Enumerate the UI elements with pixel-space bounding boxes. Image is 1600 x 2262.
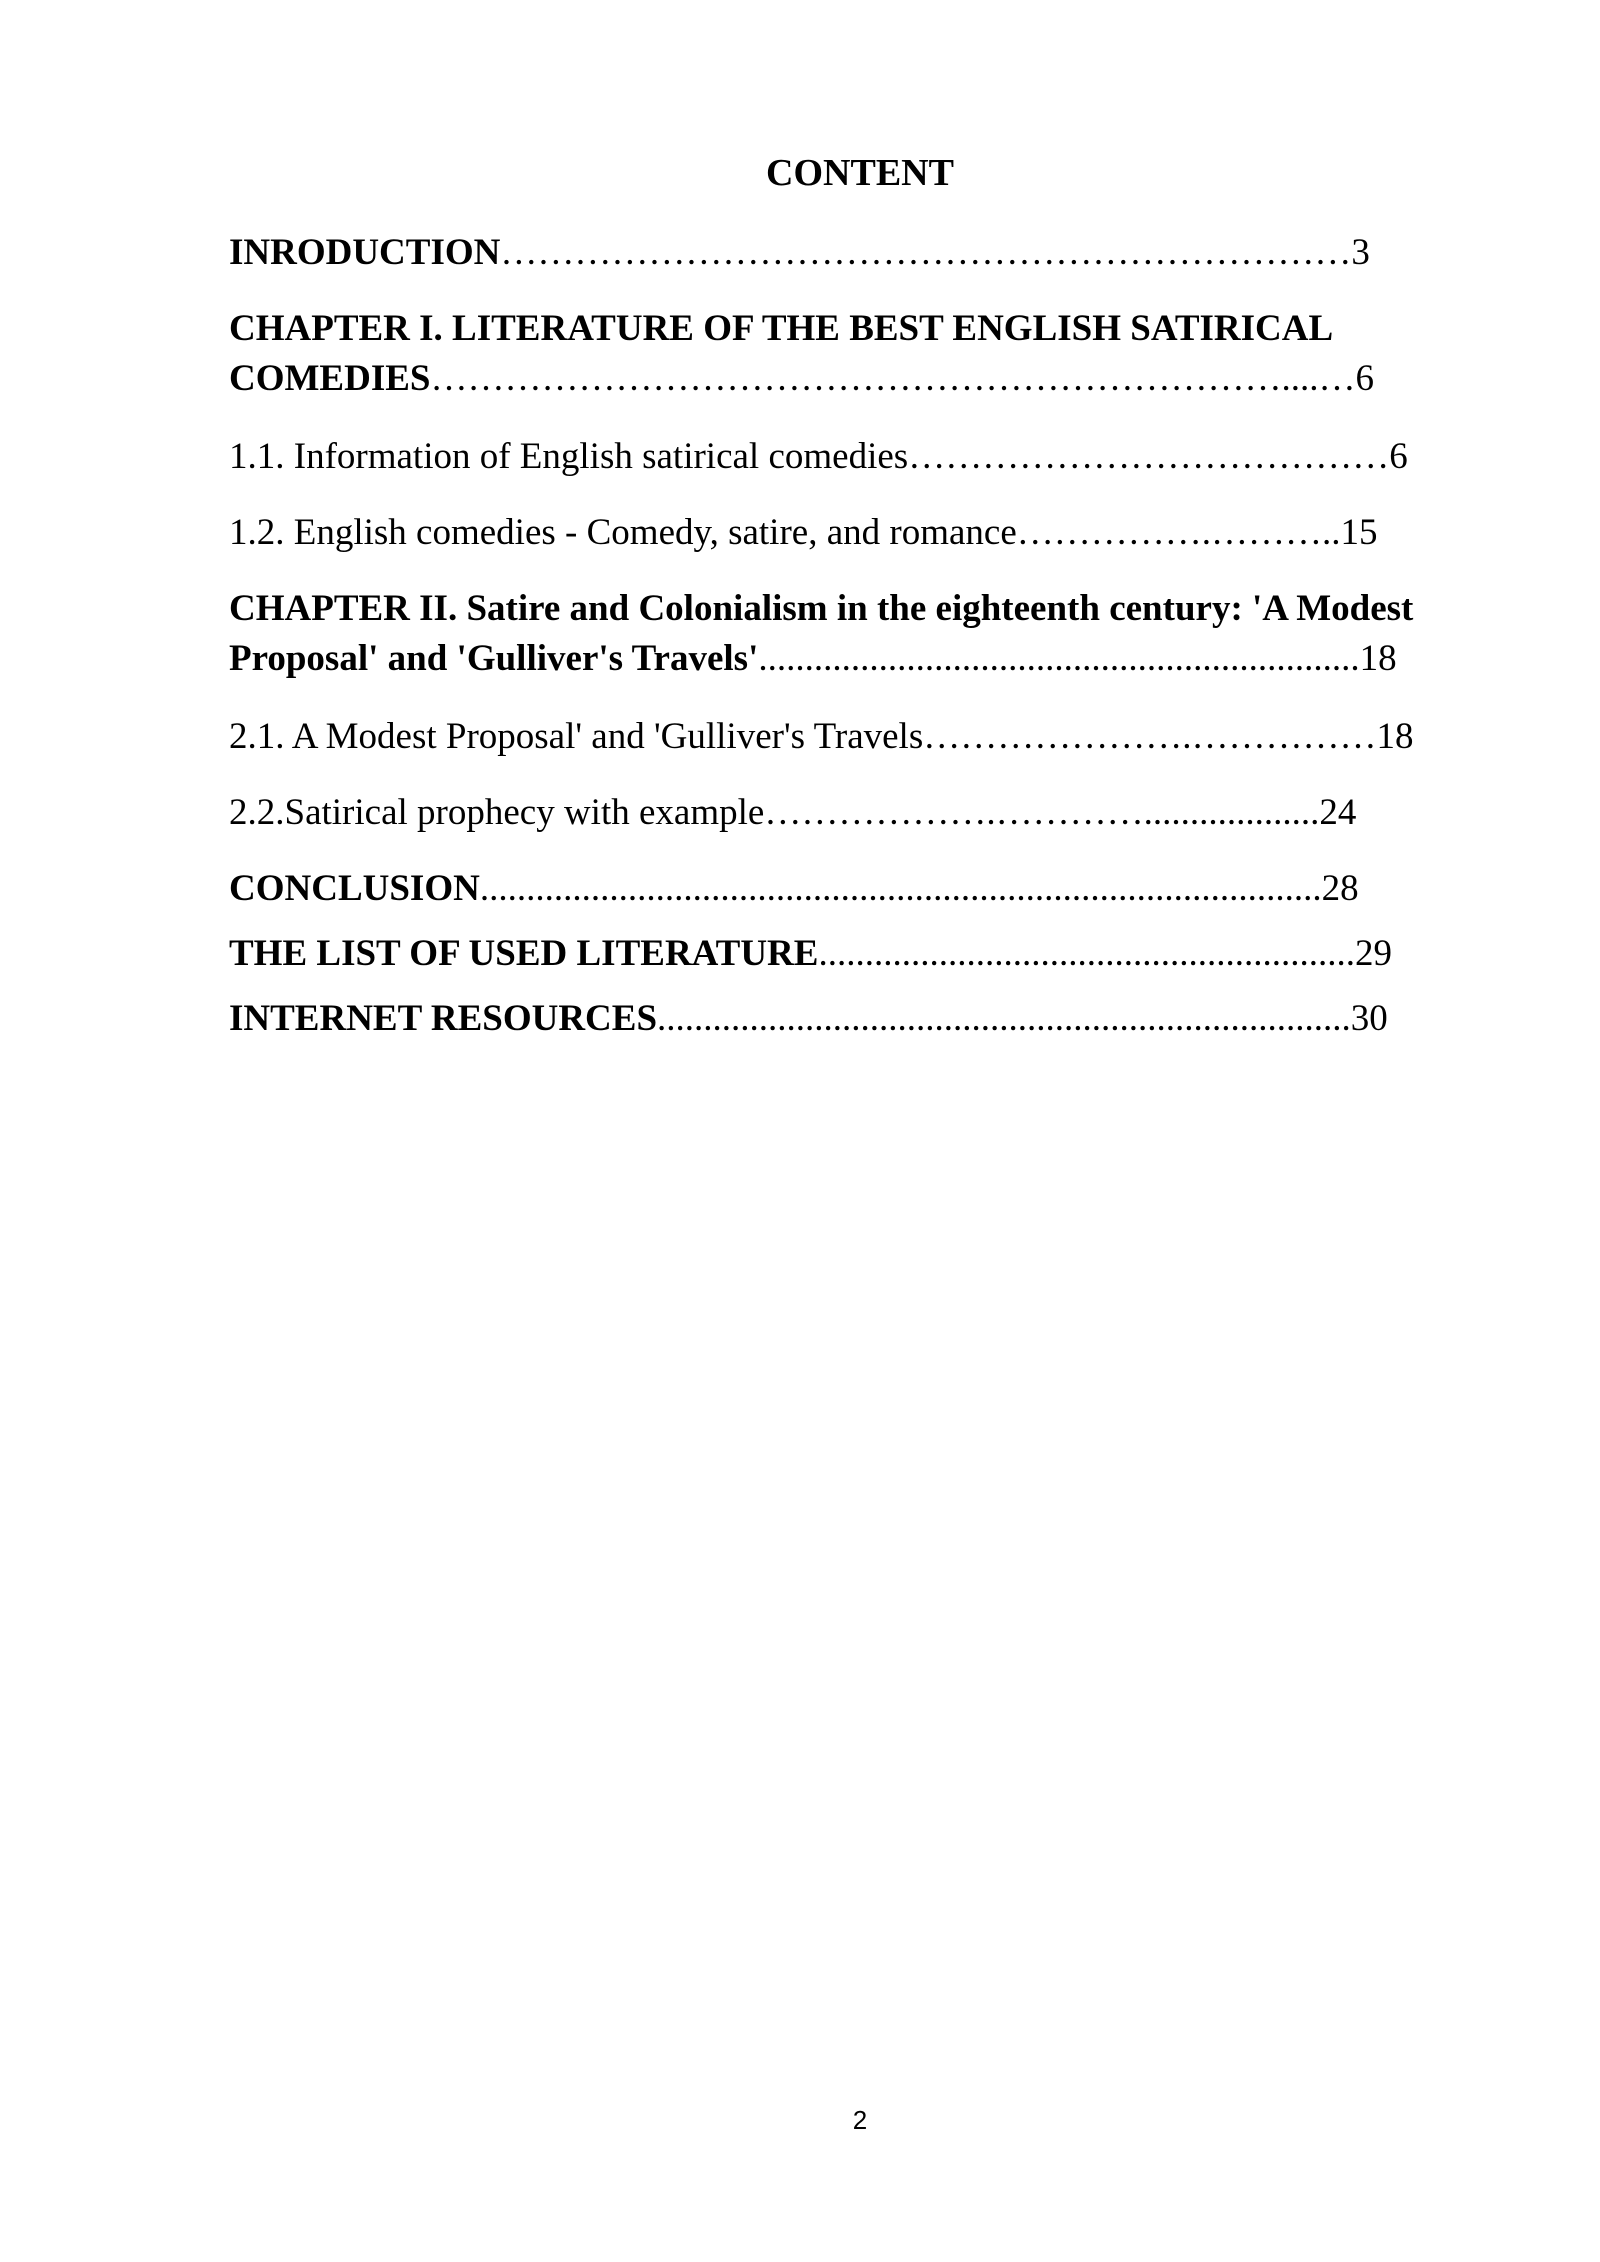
toc-entry-title-line2: COMEDIES <box>229 358 431 399</box>
toc-page-number: 18 <box>1359 638 1397 679</box>
toc-entry-title: 1.1. Information of English satirical comedies <box>229 436 909 477</box>
toc-entry-1-2 <box>229 508 1378 558</box>
toc-leader: ……………….…………................... <box>764 792 1320 833</box>
toc-entry-title: 1.2. English comedies - Comedy, satire, and romance <box>229 512 1017 553</box>
toc-page-number: 29 <box>1354 933 1392 974</box>
toc-entry-internet-resources <box>229 994 1388 1044</box>
toc-page-number: 3 <box>1351 232 1370 273</box>
toc-leader: ………………………………… <box>908 436 1390 477</box>
toc-leader: ……………………………………………………………....… <box>430 358 1356 399</box>
page-title: CONTENT <box>766 152 954 194</box>
toc-entry-title-line1: CHAPTER II. Satire and Colonialism in the eighteenth century: 'A Modest <box>229 588 1414 629</box>
toc-entry-title: 2.2.Satirical prophecy with example <box>229 792 765 833</box>
toc-entry-2-2 <box>229 788 1356 838</box>
toc-entry-1-1 <box>229 432 1408 482</box>
toc-leader: …………………………………………………………… <box>500 232 1352 273</box>
toc-entry-title: CONCLUSION <box>229 868 480 909</box>
toc-page-number: 6 <box>1355 358 1374 399</box>
toc-entry-title: THE LIST OF USED LITERATURE <box>229 933 819 974</box>
toc-entry-introduction <box>229 228 1370 278</box>
toc-page-number: 15 <box>1340 512 1378 553</box>
toc-entry-conclusion <box>229 864 1359 914</box>
toc-entry-literature <box>229 929 1392 979</box>
toc-page-number: 28 <box>1321 868 1359 909</box>
toc-entry-title-line1: CHAPTER I. LITERATURE OF THE BEST ENGLISH SATIRICAL <box>229 308 1334 349</box>
toc-leader: .......................................................... <box>818 933 1355 974</box>
toc-page-number: 18 <box>1376 716 1414 757</box>
toc-leader: ........................................................................................... <box>479 868 1322 909</box>
page-number: 2 <box>852 2105 868 2135</box>
toc-entry-title: 2.1. A Modest Proposal' and 'Gulliver's Travels <box>229 716 924 757</box>
toc-page-number: 6 <box>1389 436 1408 477</box>
toc-leader: ................................................................. <box>758 638 1360 679</box>
toc-page-number: 24 <box>1319 792 1357 833</box>
toc-leader: …………….……….. <box>1016 512 1341 553</box>
toc-leader: ........................................................................... <box>657 998 1351 1039</box>
toc-entry-title: INRODUCTION <box>229 232 501 273</box>
toc-entry-chapter-2 <box>229 584 1413 684</box>
toc-entry-2-1 <box>229 712 1414 762</box>
toc-page-number: 30 <box>1350 998 1388 1039</box>
toc-entry-title: INTERNET RESOURCES <box>229 998 658 1039</box>
toc-leader: ………………….…………… <box>923 716 1377 757</box>
toc-entry-title-line2: Proposal' and 'Gulliver's Travels' <box>229 638 759 679</box>
toc-entry-chapter-1 <box>229 304 1374 404</box>
